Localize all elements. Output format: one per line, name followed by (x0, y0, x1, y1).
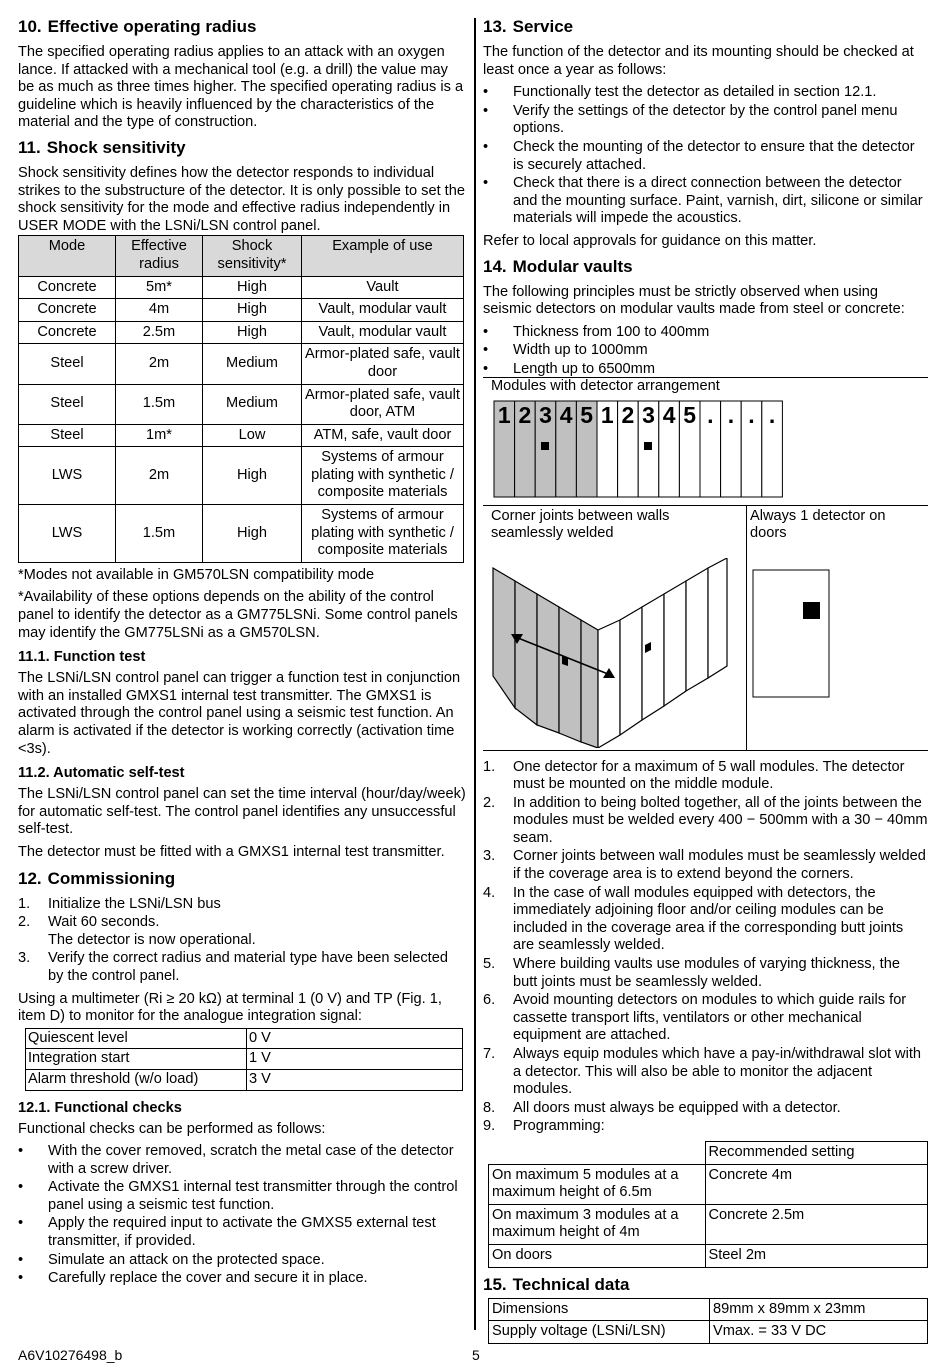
module-number: 4 (662, 401, 676, 428)
corner-label: Corner joints between walls seamlessly welded (491, 507, 670, 542)
list-item: • Thickness from 100 to 400mm (483, 324, 928, 342)
list-item: 8. All doors must always be equipped with a detector. (483, 1099, 841, 1116)
table-row (489, 1321, 928, 1344)
section-15-heading: 15. Technical data (483, 1274, 630, 1294)
list-item: 1. One detector for a maximum of 5 wall modules. The detector must be mounted on the middle module. (483, 758, 905, 793)
list-item: 3. Verify the correct radius and material type have been selected by the control panel. (18, 950, 448, 984)
list-item: • With the cover removed, scratch the metal case of the detector with a screw driver. (18, 1143, 466, 1178)
list-item: 4. In the case of wall modules equipped with detectors, the immediately adjoining floor and/or ceiling modules can be included in the coverage area if the corresponding butt joints are seamlessly welded. (483, 884, 904, 954)
detector-marker (644, 442, 652, 450)
figure-divider (483, 505, 928, 506)
cell: High (203, 299, 302, 322)
list-item: 2. In addition to being bolted together, all of the joints between the modules must be welded every 400 − 500mm with a 30 − 40mm seam. (483, 794, 928, 846)
cell: Concrete (19, 321, 116, 344)
cell: 1 V (247, 1049, 463, 1070)
module-number: . (768, 401, 776, 428)
col-recommended: Recommended setting (705, 1141, 928, 1164)
section-12-heading: 12. Commissioning (18, 868, 176, 888)
column-divider (474, 18, 476, 1330)
cell: 2m (116, 344, 203, 384)
cell: Systems of armour plating with synthetic / composite materials (302, 447, 464, 505)
section-11-text: Shock sensitivity defines how the detector responds to individual strikes to the substructure of the detector. It is only possible to set the shock sensitivity for the mode and effective radius independently in USER MODE with the LSNi/LSN control panel. (18, 164, 465, 234)
module-number: 3 (539, 401, 552, 428)
section-13-approvals: Refer to local approvals for guidance on this matter. (483, 232, 817, 249)
cell: 1.5m (116, 384, 203, 424)
cell: Concrete (19, 299, 116, 322)
section-11-2-text: The LSNi/LSN control panel can set the time interval (hour/day/week) for automatic self-test. The control panel identifies any unsuccessful self-test. (18, 786, 466, 838)
signal-level-table (25, 1028, 463, 1091)
list-item: • Check the mounting of the detector to ensure that the detector is securely attached. (483, 139, 928, 174)
modules-label: Modules with detector arrangement (491, 377, 720, 394)
section-13-text: The function of the detector and its mounting should be checked at least once a year as follows: (483, 44, 914, 78)
table-row (489, 1298, 928, 1321)
module-number: 5 (580, 401, 594, 428)
table-row (19, 505, 464, 563)
cell: On maximum 5 modules at a maximum height of 6.5m (489, 1164, 706, 1204)
cell: 3 V (247, 1069, 463, 1090)
section-12-1-heading: 12.1. Functional checks (18, 1099, 182, 1116)
section-11-heading: 11. Shock sensitivity (18, 137, 186, 157)
cell: Alarm threshold (w/o load) (26, 1069, 247, 1090)
cell: 89mm x 89mm x 23mm (710, 1298, 928, 1321)
list-item: • Activate the GMXS1 internal test transmitter through the control panel using a seismic test function. (18, 1179, 466, 1214)
list-item: 1. Initialize the LSNi/LSN bus (18, 895, 221, 912)
functional-checks-list (18, 1143, 466, 1288)
module-number: 2 (518, 401, 532, 428)
cell: Supply voltage (LSNi/LSN) (489, 1321, 710, 1344)
col-example: Example of use (302, 236, 464, 276)
table-header-row (489, 1141, 928, 1164)
cell: Concrete (19, 276, 116, 299)
section-10-heading: 10. Effective operating radius (18, 17, 257, 36)
footnote-modes: *Modes not available in GM570LSN compatibility mode (18, 566, 375, 583)
list-item: 3. Corner joints between wall modules must be seamlessly welded if the coverage area is to extend beyond the corners. (483, 848, 926, 883)
cell: Vault (302, 276, 464, 299)
modular-vault-figure (483, 377, 928, 751)
list-item: 7. Always equip modules which have a pay-in/withdrawal slot with a detector. This will also be able to monitor the adjacent modules. (483, 1046, 922, 1098)
section-12-1-text: Functional checks can be performed as follows: (18, 1120, 326, 1137)
cell: High (203, 276, 302, 299)
cell: Medium (203, 344, 302, 384)
cell: Concrete 4m (705, 1164, 928, 1204)
cell: Quiescent level (26, 1028, 247, 1049)
corner-joint-diagram (491, 558, 741, 748)
cell: High (203, 447, 302, 505)
cell: High (203, 505, 302, 563)
figure-vdivider (746, 505, 747, 750)
cell (489, 1141, 706, 1164)
service-list (483, 84, 928, 228)
cell: Systems of armour plating with synthetic / composite materials (302, 505, 464, 563)
cell: Steel (19, 424, 116, 447)
section-14-text: The following principles must be strictly observed when using seismic detectors on modular vaults made from steel or concrete: (483, 283, 905, 318)
programming-table (488, 1141, 928, 1268)
col-sensitivity: Shock sensitivity* (203, 236, 302, 276)
cell: 2.5m (116, 321, 203, 344)
module-number: 5 (683, 401, 697, 428)
list-item: • Functionally test the detector as detailed in section 12.1. (483, 84, 928, 102)
cell: Steel (19, 344, 116, 384)
module-panels (494, 401, 782, 497)
col-mode: Mode (19, 236, 116, 276)
list-item: 9. Programming: (483, 1118, 605, 1135)
vault-limits-list (483, 324, 928, 379)
module-strip-diagram (493, 400, 793, 500)
col-radius: Effective radius (116, 236, 203, 276)
cell: 0 V (247, 1028, 463, 1049)
right-column (483, 16, 928, 1344)
left-column (18, 16, 466, 1293)
table-row (19, 424, 464, 447)
module-number: 1 (600, 401, 614, 428)
cell: Dimensions (489, 1298, 710, 1321)
list-item: • Check that there is a direct connection between the detector and the mounting surface. Paint, varnish, dirt, silicone or similar materials will impede the acoustics. (483, 175, 928, 228)
table-row (19, 299, 464, 322)
table-row (26, 1069, 463, 1090)
list-item: • Carefully replace the cover and secure it in place. (18, 1270, 466, 1288)
table-row (19, 321, 464, 344)
section-11-1-heading: 11.1. Function test (18, 649, 146, 666)
door-diagram (752, 569, 832, 699)
cell: Steel 2m (705, 1244, 928, 1267)
table-row (26, 1049, 463, 1070)
list-item: • Apply the required input to activate the GMXS5 external test transmitter, if provided. (18, 1215, 466, 1250)
cell: Vmax. = 33 V DC (710, 1321, 928, 1344)
list-item: • Length up to 6500mm (483, 361, 928, 379)
shock-sensitivity-table (18, 235, 464, 563)
section-11-2-heading: 11.2. Automatic self-test (18, 765, 185, 782)
list-item: • Simulate an attack on the protected space. (18, 1252, 466, 1270)
cell: Concrete 2.5m (705, 1204, 928, 1244)
cell: 1m* (116, 424, 203, 447)
cell: 1.5m (116, 505, 203, 563)
cell: LWS (19, 505, 116, 563)
cell: On doors (489, 1244, 706, 1267)
table-row (19, 384, 464, 424)
list-item: • Width up to 1000mm (483, 342, 928, 360)
document-id: A6V10276498_b (18, 1347, 123, 1363)
list-item: • Verify the settings of the detector by the control panel menu options. (483, 103, 928, 138)
detector-marker (803, 602, 820, 619)
module-number: 4 (559, 401, 573, 428)
cell: Armor-plated safe, vault door (302, 344, 464, 384)
commissioning-steps (18, 896, 466, 986)
cell: Armor-plated safe, vault door, ATM (302, 384, 464, 424)
list-item: 2. Wait 60 seconds. The detector is now operational. (18, 914, 256, 948)
cell: Low (203, 424, 302, 447)
table-row (19, 344, 464, 384)
cell: Vault, modular vault (302, 321, 464, 344)
section-11-2-text-2: The detector must be fitted with a GMXS1 internal test transmitter. (18, 843, 445, 860)
cell: Vault, modular vault (302, 299, 464, 322)
module-number: 3 (642, 401, 655, 428)
table-row (19, 276, 464, 299)
cell: 4m (116, 299, 203, 322)
list-item: 6. Avoid mounting detectors on modules to which guide rails for cassette transport lifts, ventilators or other mechanical equipment are attached. (483, 992, 907, 1044)
cell: Integration start (26, 1049, 247, 1070)
cell: LWS (19, 447, 116, 505)
table-row (489, 1244, 928, 1267)
cell: 5m* (116, 276, 203, 299)
module-number: 2 (621, 401, 635, 428)
table-row (19, 447, 464, 505)
cell: On maximum 3 modules at a maximum height of 4m (489, 1204, 706, 1244)
section-11-1-text: The LSNi/LSN control panel can trigger a function test in conjunction with an installed GMXS1 internal test transmitter. The GMXS1 is activated through the control panel using a seismic test function. An alarm is activated if the detector is working correctly (activation time <3s). (18, 670, 461, 757)
page-number: 5 (472, 1347, 480, 1363)
module-number: . (707, 401, 714, 428)
cell: High (203, 321, 302, 344)
section-13-heading: 13. Service (483, 17, 574, 36)
cell: Steel (19, 384, 116, 424)
footnote-availability: *Availability of these options depends on the ability of the control panel to identify the detector as a GM775LSNi. Some control panels may identify the GM775LSNi as a GM570LSN. (18, 589, 458, 641)
table-row (26, 1028, 463, 1049)
module-number: . (727, 401, 735, 428)
detector-marker (541, 442, 549, 450)
cell: 2m (116, 447, 203, 505)
module-number: 1 (497, 401, 511, 428)
table-row (489, 1164, 928, 1204)
technical-data-table (488, 1298, 928, 1344)
list-item: 5. Where building vaults use modules of varying thickness, the butt joints must be seamlessly welded. (483, 956, 900, 990)
section-14-heading: 14. Modular vaults (483, 256, 633, 276)
cell: ATM, safe, vault door (302, 424, 464, 447)
cell: Medium (203, 384, 302, 424)
table-row (489, 1204, 928, 1244)
multimeter-text: Using a multimeter (Ri ≥ 20 kΩ) at terminal 1 (0 V) and TP (Fig. 1, item D) to monitor for the analogue integration signal: (18, 990, 442, 1025)
vault-rules-list (483, 759, 928, 1136)
section-10-text: The specified operating radius applies to an attack with an oxygen lance. If attacked with a mechanical tool (e.g. a drill) the value may be as much as three times higher. The specified operating radius is a guideline which is heavily influenced by the characteristics of the material and the type of construction. (18, 44, 464, 131)
table-header-row (19, 236, 464, 276)
door-label: Always 1 detector on doors (750, 507, 886, 542)
module-number: . (748, 401, 755, 428)
